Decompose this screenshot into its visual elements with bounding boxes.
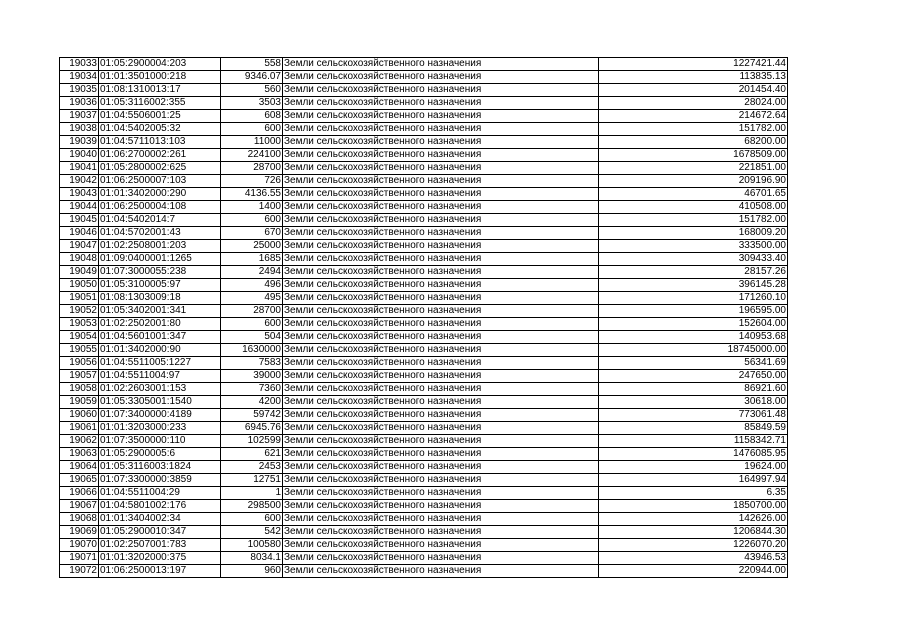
land-category-cell: Земли сельскохозяйственного назначения: [283, 552, 599, 565]
land-category-cell: Земли сельскохозяйственного назначения: [283, 383, 599, 396]
cadastral-number-cell: 01:04:5402014:7: [99, 214, 221, 227]
cadastral-value-cell: 28024.00: [599, 97, 788, 110]
table-row: [60, 214, 788, 227]
row-number-cell: 19045: [60, 214, 99, 227]
cadastral-number-cell: 01:04:5801002:176: [99, 500, 221, 513]
row-number-cell: 19048: [60, 253, 99, 266]
row-number-cell: 19060: [60, 409, 99, 422]
land-category-cell: Земли сельскохозяйственного назначения: [283, 500, 599, 513]
row-number-cell: 19043: [60, 188, 99, 201]
cadastral-number-cell: 01:02:2603001:153: [99, 383, 221, 396]
cadastral-number-cell: 01:05:3116002:355: [99, 97, 221, 110]
cadastral-number-cell: 01:01:3501000:218: [99, 71, 221, 84]
land-category-cell: Земли сельскохозяйственного назначения: [283, 71, 599, 84]
area-cell: 558: [221, 58, 283, 71]
land-category-cell: Земли сельскохозяйственного назначения: [283, 448, 599, 461]
cadastral-number-cell: 01:01:3203000:233: [99, 422, 221, 435]
table-body: [60, 58, 788, 578]
row-number-cell: 19067: [60, 500, 99, 513]
row-number-cell: 19047: [60, 240, 99, 253]
land-category-cell: Земли сельскохозяйственного назначения: [283, 58, 599, 71]
land-category-cell: Земли сельскохозяйственного назначения: [283, 461, 599, 474]
row-number-cell: 19068: [60, 513, 99, 526]
cadastral-number-cell: 01:04:5601001:347: [99, 331, 221, 344]
row-number-cell: 19069: [60, 526, 99, 539]
land-category-cell: Земли сельскохозяйственного назначения: [283, 565, 599, 578]
table-row: [60, 435, 788, 448]
area-cell: 2494: [221, 266, 283, 279]
cadastral-number-cell: 01:01:3402000:290: [99, 188, 221, 201]
cadastral-value-cell: 68200.00: [599, 136, 788, 149]
cadastral-number-cell: 01:02:2507001:783: [99, 539, 221, 552]
table-row: [60, 97, 788, 110]
row-number-cell: 19062: [60, 435, 99, 448]
area-cell: 560: [221, 84, 283, 97]
cadastral-number-cell: 01:06:2500004:108: [99, 201, 221, 214]
table-row: [60, 227, 788, 240]
cadastral-number-cell: 01:08:1310013:17: [99, 84, 221, 97]
cadastral-value-cell: 168009.20: [599, 227, 788, 240]
land-category-cell: Земли сельскохозяйственного назначения: [283, 123, 599, 136]
table-row: [60, 396, 788, 409]
table-row: [60, 422, 788, 435]
row-number-cell: 19055: [60, 344, 99, 357]
row-number-cell: 19070: [60, 539, 99, 552]
area-cell: 608: [221, 110, 283, 123]
table-row: [60, 474, 788, 487]
cadastral-value-cell: 1476085.95: [599, 448, 788, 461]
cadastral-number-cell: 01:01:3402000:90: [99, 344, 221, 357]
cadastral-number-cell: 01:04:5511005:1227: [99, 357, 221, 370]
table-row: [60, 500, 788, 513]
row-number-cell: 19039: [60, 136, 99, 149]
area-cell: 39000: [221, 370, 283, 383]
cadastral-value-cell: 201454.40: [599, 84, 788, 97]
area-cell: 298500: [221, 500, 283, 513]
table-row: [60, 253, 788, 266]
cadastral-number-cell: 01:01:3202000:375: [99, 552, 221, 565]
cadastral-number-cell: 01:07:3000055:238: [99, 266, 221, 279]
table-row: [60, 383, 788, 396]
cadastral-value-cell: 151782.00: [599, 123, 788, 136]
land-category-cell: Земли сельскохозяйственного назначения: [283, 487, 599, 500]
table-row: [60, 149, 788, 162]
area-cell: 7583: [221, 357, 283, 370]
table-row: [60, 123, 788, 136]
cadastral-value-cell: 247650.00: [599, 370, 788, 383]
area-cell: 4200: [221, 396, 283, 409]
cadastral-value-cell: 164997.94: [599, 474, 788, 487]
row-number-cell: 19052: [60, 305, 99, 318]
cadastral-number-cell: 01:06:2500007:103: [99, 175, 221, 188]
area-cell: 496: [221, 279, 283, 292]
cadastral-number-cell: 01:05:2800002:625: [99, 162, 221, 175]
area-cell: 25000: [221, 240, 283, 253]
land-category-cell: Земли сельскохозяйственного назначения: [283, 188, 599, 201]
land-category-cell: Земли сельскохозяйственного назначения: [283, 162, 599, 175]
land-category-cell: Земли сельскохозяйственного назначения: [283, 344, 599, 357]
land-category-cell: Земли сельскохозяйственного назначения: [283, 331, 599, 344]
cadastral-value-cell: 410508.00: [599, 201, 788, 214]
area-cell: 2453: [221, 461, 283, 474]
area-cell: 600: [221, 123, 283, 136]
land-category-cell: Земли сельскохозяйственного назначения: [283, 474, 599, 487]
cadastral-value-cell: 56341.69: [599, 357, 788, 370]
cadastral-value-cell: 43946.53: [599, 552, 788, 565]
land-category-cell: Земли сельскохозяйственного назначения: [283, 240, 599, 253]
row-number-cell: 19063: [60, 448, 99, 461]
land-category-cell: Земли сельскохозяйственного назначения: [283, 526, 599, 539]
table-row: [60, 461, 788, 474]
table-row: [60, 526, 788, 539]
area-cell: 11000: [221, 136, 283, 149]
cadastral-number-cell: 01:05:3305001:1540: [99, 396, 221, 409]
row-number-cell: 19040: [60, 149, 99, 162]
cadastral-number-cell: 01:04:5511004:29: [99, 487, 221, 500]
land-category-cell: Земли сельскохозяйственного назначения: [283, 305, 599, 318]
land-category-cell: Земли сельскохозяйственного назначения: [283, 422, 599, 435]
cadastral-value-cell: 6.35: [599, 487, 788, 500]
table-row: [60, 110, 788, 123]
table-row: [60, 305, 788, 318]
row-number-cell: 19053: [60, 318, 99, 331]
land-category-cell: Земли сельскохозяйственного назначения: [283, 110, 599, 123]
row-number-cell: 19071: [60, 552, 99, 565]
row-number-cell: 19041: [60, 162, 99, 175]
area-cell: 600: [221, 318, 283, 331]
area-cell: 600: [221, 214, 283, 227]
cadastral-number-cell: 01:02:2502001:80: [99, 318, 221, 331]
area-cell: 670: [221, 227, 283, 240]
row-number-cell: 19065: [60, 474, 99, 487]
cadastral-number-cell: 01:02:2508001:203: [99, 240, 221, 253]
area-cell: 504: [221, 331, 283, 344]
cadastral-value-cell: 30618.00: [599, 396, 788, 409]
row-number-cell: 19046: [60, 227, 99, 240]
land-category-cell: Земли сельскохозяйственного назначения: [283, 409, 599, 422]
land-category-cell: Земли сельскохозяйственного назначения: [283, 175, 599, 188]
cadastral-number-cell: 01:05:3116003:1824: [99, 461, 221, 474]
land-category-cell: Земли сельскохозяйственного назначения: [283, 292, 599, 305]
row-number-cell: 19044: [60, 201, 99, 214]
row-number-cell: 19066: [60, 487, 99, 500]
cadastral-value-cell: 773061.48: [599, 409, 788, 422]
area-cell: 28700: [221, 305, 283, 318]
row-number-cell: 19057: [60, 370, 99, 383]
table-row: [60, 84, 788, 97]
area-cell: 224100: [221, 149, 283, 162]
cadastral-value-cell: 396145.28: [599, 279, 788, 292]
row-number-cell: 19051: [60, 292, 99, 305]
row-number-cell: 19072: [60, 565, 99, 578]
cadastral-number-cell: 01:04:5711013:103: [99, 136, 221, 149]
table-row: [60, 71, 788, 84]
row-number-cell: 19049: [60, 266, 99, 279]
row-number-cell: 19035: [60, 84, 99, 97]
row-number-cell: 19050: [60, 279, 99, 292]
land-category-cell: Земли сельскохозяйственного назначения: [283, 318, 599, 331]
land-category-cell: Земли сельскохозяйственного назначения: [283, 227, 599, 240]
table-row: [60, 565, 788, 578]
cadastral-value-cell: 85849.59: [599, 422, 788, 435]
cadastral-value-cell: 171260.10: [599, 292, 788, 305]
table-row: [60, 175, 788, 188]
table-row: [60, 552, 788, 565]
table-row: [60, 487, 788, 500]
area-cell: 1400: [221, 201, 283, 214]
cadastral-value-cell: 333500.00: [599, 240, 788, 253]
cadastral-value-cell: 152604.00: [599, 318, 788, 331]
area-cell: 9346.07: [221, 71, 283, 84]
land-category-cell: Земли сельскохозяйственного назначения: [283, 253, 599, 266]
land-category-cell: Земли сельскохозяйственного назначения: [283, 266, 599, 279]
table-row: [60, 344, 788, 357]
area-cell: 6945.76: [221, 422, 283, 435]
cadastral-number-cell: 01:05:3402001:341: [99, 305, 221, 318]
area-cell: 3503: [221, 97, 283, 110]
area-cell: 726: [221, 175, 283, 188]
land-category-cell: Земли сельскохозяйственного назначения: [283, 357, 599, 370]
cadastral-number-cell: 01:06:2500013:197: [99, 565, 221, 578]
table-row: [60, 448, 788, 461]
cadastral-value-cell: 113835.13: [599, 71, 788, 84]
row-number-cell: 19037: [60, 110, 99, 123]
area-cell: 1630000: [221, 344, 283, 357]
cadastral-number-cell: 01:01:3404002:34: [99, 513, 221, 526]
cadastral-number-cell: 01:04:5702001:43: [99, 227, 221, 240]
land-category-cell: Земли сельскохозяйственного назначения: [283, 136, 599, 149]
land-category-cell: Земли сельскохозяйственного назначения: [283, 513, 599, 526]
table-row: [60, 370, 788, 383]
table-row: [60, 357, 788, 370]
area-cell: 7360: [221, 383, 283, 396]
land-category-cell: Земли сельскохозяйственного назначения: [283, 97, 599, 110]
area-cell: 8034.1: [221, 552, 283, 565]
land-category-cell: Земли сельскохозяйственного назначения: [283, 279, 599, 292]
area-cell: 600: [221, 513, 283, 526]
row-number-cell: 19034: [60, 71, 99, 84]
area-cell: 960: [221, 565, 283, 578]
cadastral-value-cell: 28157.26: [599, 266, 788, 279]
cadastral-value-cell: 221851.00: [599, 162, 788, 175]
row-number-cell: 19042: [60, 175, 99, 188]
table-row: [60, 279, 788, 292]
table-row: [60, 409, 788, 422]
cadastral-value-cell: 142626.00: [599, 513, 788, 526]
area-cell: 100580: [221, 539, 283, 552]
area-cell: 28700: [221, 162, 283, 175]
cadastral-number-cell: 01:07:3300000:3859: [99, 474, 221, 487]
table-row: [60, 240, 788, 253]
cadastral-value-cell: 19624.00: [599, 461, 788, 474]
cadastral-number-cell: 01:04:5506001:25: [99, 110, 221, 123]
cadastral-number-cell: 01:07:3400000:4189: [99, 409, 221, 422]
cadastral-value-cell: 214672.64: [599, 110, 788, 123]
row-number-cell: 19056: [60, 357, 99, 370]
table-row: [60, 136, 788, 149]
table-row: [60, 539, 788, 552]
cadastral-value-cell: 220944.00: [599, 565, 788, 578]
cadastral-value-cell: 1227421.44: [599, 58, 788, 71]
row-number-cell: 19054: [60, 331, 99, 344]
row-number-cell: 19033: [60, 58, 99, 71]
area-cell: 59742: [221, 409, 283, 422]
land-category-cell: Земли сельскохозяйственного назначения: [283, 539, 599, 552]
cadastral-value-cell: 1206844.30: [599, 526, 788, 539]
area-cell: 12751: [221, 474, 283, 487]
cadastral-number-cell: 01:07:3500000:110: [99, 435, 221, 448]
cadastral-value-cell: 1158342.71: [599, 435, 788, 448]
land-category-cell: Земли сельскохозяйственного назначения: [283, 214, 599, 227]
row-number-cell: 19058: [60, 383, 99, 396]
table-row: [60, 162, 788, 175]
area-cell: 542: [221, 526, 283, 539]
cadastral-number-cell: 01:04:5511004:97: [99, 370, 221, 383]
area-cell: 495: [221, 292, 283, 305]
land-category-cell: Земли сельскохозяйственного назначения: [283, 370, 599, 383]
row-number-cell: 19064: [60, 461, 99, 474]
row-number-cell: 19036: [60, 97, 99, 110]
cadastral-value-cell: 309433.40: [599, 253, 788, 266]
row-number-cell: 19059: [60, 396, 99, 409]
cadastral-value-cell: 86921.60: [599, 383, 788, 396]
cadastral-value-cell: 209196.90: [599, 175, 788, 188]
cadastral-value-cell: 1678509.00: [599, 149, 788, 162]
area-cell: 102599: [221, 435, 283, 448]
cadastral-number-cell: 01:05:2900010:347: [99, 526, 221, 539]
cadastral-number-cell: 01:05:3100005:97: [99, 279, 221, 292]
cadastral-number-cell: 01:05:2900005:6: [99, 448, 221, 461]
table-row: [60, 201, 788, 214]
area-cell: 1685: [221, 253, 283, 266]
cadastral-value-cell: 18745000.00: [599, 344, 788, 357]
cadastral-value-cell: 196595.00: [599, 305, 788, 318]
land-category-cell: Земли сельскохозяйственного назначения: [283, 201, 599, 214]
row-number-cell: 19061: [60, 422, 99, 435]
cadastral-value-cell: 1850700.00: [599, 500, 788, 513]
cadastral-value-cell: 46701.65: [599, 188, 788, 201]
land-category-cell: Земли сельскохозяйственного назначения: [283, 84, 599, 97]
table-row: [60, 513, 788, 526]
cadastral-number-cell: 01:08:1303009:18: [99, 292, 221, 305]
cadastral-number-cell: 01:09:0400001:1265: [99, 253, 221, 266]
table-row: [60, 292, 788, 305]
area-cell: 4136.55: [221, 188, 283, 201]
land-category-cell: Земли сельскохозяйственного назначения: [283, 396, 599, 409]
cadastral-value-cell: 151782.00: [599, 214, 788, 227]
land-category-cell: Земли сельскохозяйственного назначения: [283, 149, 599, 162]
area-cell: 1: [221, 487, 283, 500]
cadastral-value-cell: 140953.68: [599, 331, 788, 344]
area-cell: 621: [221, 448, 283, 461]
cadastral-number-cell: 01:05:2900004:203: [99, 58, 221, 71]
table-row: [60, 318, 788, 331]
table-row: [60, 188, 788, 201]
land-category-cell: Земли сельскохозяйственного назначения: [283, 435, 599, 448]
table-row: [60, 331, 788, 344]
cadastral-number-cell: 01:04:5402005:32: [99, 123, 221, 136]
cadastral-value-cell: 1226070.20: [599, 539, 788, 552]
row-number-cell: 19038: [60, 123, 99, 136]
cadastral-number-cell: 01:06:2700002:261: [99, 149, 221, 162]
table-row: [60, 58, 788, 71]
table-row: [60, 266, 788, 279]
land-parcels-table: [59, 57, 788, 578]
